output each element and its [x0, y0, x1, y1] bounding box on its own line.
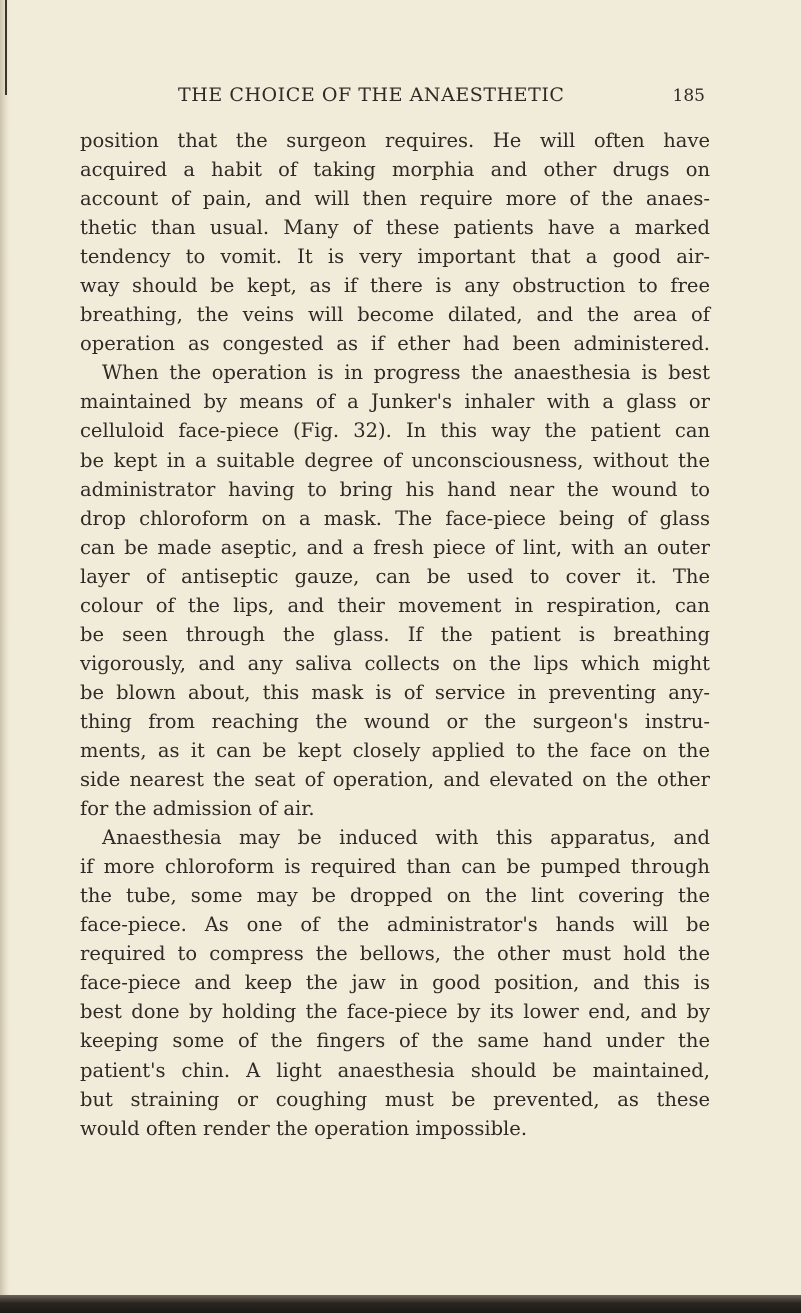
- text-line: side nearest the seat of operation, and elevated on the other: [80, 768, 710, 792]
- text-line: Anaesthesia may be induced with this apparatus, and: [102, 826, 710, 850]
- text-line: be seen through the glass. If the patient is breathing: [80, 622, 710, 646]
- text-line: acquired a habit of taking morphia and other drugs on: [80, 158, 710, 182]
- text-line: the tube, some may be dropped on the lint covering the: [80, 884, 710, 908]
- text-line: vigorously, and any saliva collects on the lips which might: [80, 651, 710, 675]
- page-bottom-edge: [0, 1295, 801, 1313]
- text-line: for the admission of air.: [80, 797, 315, 821]
- paragraph-2: [80, 358, 710, 823]
- text-line: if more chloroform is required than can be pumped through: [80, 855, 710, 879]
- text-line: ments, as it can be kept closely applied to the face on the: [80, 738, 710, 762]
- body-text: [80, 126, 710, 1143]
- text-line: patient's chin. A light anaesthesia should be maintained,: [80, 1058, 710, 1082]
- text-line: can be made aseptic, and a fresh piece of lint, with an outer: [80, 535, 710, 559]
- text-line: be blown about, this mask is of service in preventing any-: [80, 680, 710, 704]
- text-line: When the operation is in progress the anaesthesia is best: [102, 361, 710, 385]
- text-line: administrator having to bring his hand near the wound to: [80, 477, 710, 501]
- text-line: breathing, the veins will become dilated, and the area of: [80, 303, 710, 327]
- text-line: be kept in a suitable degree of unconsciousness, without the: [80, 448, 710, 472]
- text-line: tendency to vomit. It is very important that a good air-: [80, 245, 710, 269]
- text-line: face-piece and keep the jaw in good position, and this is: [80, 971, 710, 995]
- page-left-edge: [0, 0, 10, 1313]
- text-line: required to compress the bellows, the other must hold the: [80, 942, 710, 966]
- text-line: operation as congested as if ether had been administered.: [80, 332, 710, 356]
- text-line: celluloid face-piece (Fig. 32). In this way the patient can: [80, 419, 710, 443]
- text-line: account of pain, and will then require more of the anaes-: [80, 187, 710, 211]
- text-line: best done by holding the face-piece by its lower end, and by: [80, 1000, 710, 1024]
- text-line: thing from reaching the wound or the surgeon's instru-: [80, 709, 710, 733]
- page-number: 185: [672, 86, 705, 106]
- text-line: but straining or coughing must be prevented, as these: [80, 1087, 710, 1111]
- text-line: face-piece. As one of the administrator's hands will be: [80, 913, 710, 937]
- text-line: thetic than usual. Many of these patients have a marked: [80, 216, 710, 240]
- text-line: way should be kept, as if there is any obstruction to free: [80, 274, 710, 298]
- binding-edge-mark: [5, 0, 7, 95]
- text-line: keeping some of the fingers of the same hand under the: [80, 1029, 710, 1053]
- running-head-title: THE CHOICE OF THE ANAESTHETIC: [178, 84, 565, 106]
- text-line: would often render the operation impossible.: [80, 1116, 528, 1140]
- paragraph-1: [80, 126, 710, 358]
- text-line: maintained by means of a Junker's inhaler with a glass or: [80, 390, 710, 414]
- text-line: colour of the lips, and their movement in respiration, can: [80, 593, 710, 617]
- paragraph-3: [80, 823, 710, 1143]
- text-line: position that the surgeon requires. He will often have: [80, 129, 710, 152]
- text-line: layer of antiseptic gauze, can be used to cover it. The: [80, 564, 710, 588]
- running-head: [0, 84, 705, 114]
- text-line: drop chloroform on a mask. The face-piece being of glass: [80, 506, 710, 530]
